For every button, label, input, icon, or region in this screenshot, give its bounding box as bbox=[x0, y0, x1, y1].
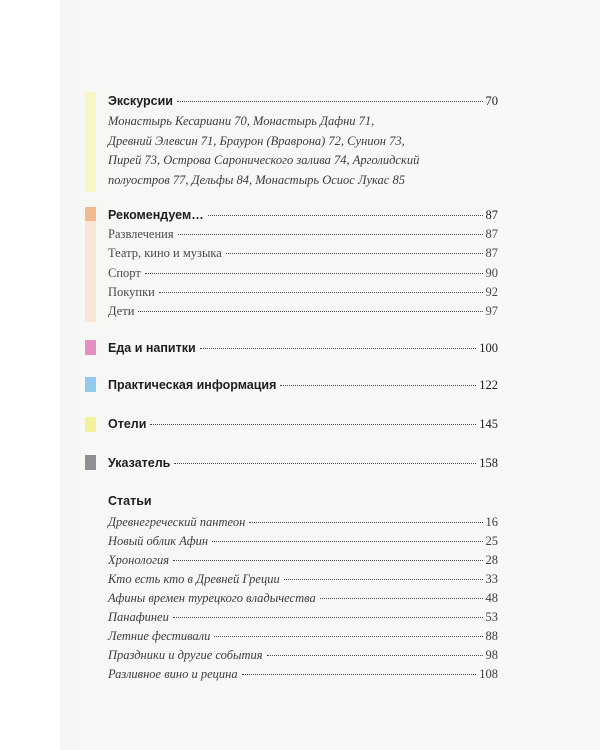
toc-sub-label: Развлечения bbox=[108, 227, 174, 241]
toc-page: 145 bbox=[479, 417, 498, 431]
toc-article[interactable] bbox=[108, 553, 498, 568]
toc-article-label: Хронология bbox=[108, 553, 170, 567]
toc-title: Рекомендуем… bbox=[108, 208, 204, 222]
toc-subentry[interactable] bbox=[108, 304, 498, 319]
toc-page: 70 bbox=[485, 94, 498, 108]
toc-article[interactable] bbox=[108, 572, 498, 587]
excursions-swatch bbox=[85, 92, 96, 192]
leader-dots bbox=[159, 292, 483, 293]
leader-dots bbox=[145, 273, 483, 274]
leader-dots bbox=[214, 636, 482, 637]
leader-dots bbox=[249, 522, 482, 523]
toc-title: Еда и напитки bbox=[108, 341, 196, 355]
articles-heading: Статьи bbox=[108, 494, 152, 508]
toc-entry-recommend[interactable] bbox=[108, 208, 498, 223]
toc-page: 92 bbox=[485, 285, 498, 299]
toc-page: 90 bbox=[485, 266, 498, 280]
leader-dots bbox=[138, 311, 482, 312]
toc-page: 28 bbox=[485, 553, 498, 567]
toc-page: 122 bbox=[479, 378, 498, 392]
toc-title: Экскурсии bbox=[108, 94, 173, 108]
toc-subentry[interactable] bbox=[108, 266, 498, 281]
toc-entry-food[interactable] bbox=[108, 341, 498, 356]
toc-article[interactable] bbox=[108, 629, 498, 644]
toc-article-label: Новый облик Афин bbox=[108, 534, 209, 548]
toc-page: 48 bbox=[485, 591, 498, 605]
leader-dots bbox=[226, 253, 483, 254]
toc-page: 97 bbox=[485, 304, 498, 318]
toc-sub-label: Покупки bbox=[108, 285, 155, 299]
toc-article[interactable] bbox=[108, 667, 498, 682]
toc-article[interactable] bbox=[108, 610, 498, 625]
toc-entry-excursions[interactable] bbox=[108, 94, 498, 109]
toc-article[interactable] bbox=[108, 591, 498, 606]
toc-article-label: Летние фестивали bbox=[108, 629, 211, 643]
description-line: полуостров 77, Дельфы 84, Монастырь Осиос Лукас 85 bbox=[108, 172, 405, 187]
toc-page: 108 bbox=[479, 667, 498, 681]
leader-dots bbox=[208, 215, 483, 216]
practical-swatch bbox=[85, 377, 96, 392]
toc-article[interactable] bbox=[108, 534, 498, 549]
leader-dots bbox=[177, 101, 483, 102]
toc-page: 158 bbox=[479, 456, 498, 470]
toc-title: Практическая информация bbox=[108, 378, 277, 392]
index-swatch bbox=[85, 455, 96, 470]
leader-dots bbox=[150, 424, 476, 425]
toc-page: 87 bbox=[485, 227, 498, 241]
leader-dots bbox=[212, 541, 482, 542]
leader-dots bbox=[320, 598, 483, 599]
toc-subentry[interactable] bbox=[108, 285, 498, 300]
toc-article[interactable] bbox=[108, 515, 498, 530]
toc-page: 33 bbox=[485, 572, 498, 586]
leader-dots bbox=[173, 560, 482, 561]
toc-title: Отели bbox=[108, 417, 147, 431]
toc-sub-label: Театр, кино и музыка bbox=[108, 246, 222, 260]
toc-page: 16 bbox=[485, 515, 498, 529]
recommend-swatch bbox=[85, 207, 96, 322]
toc-page: 100 bbox=[479, 341, 498, 355]
toc-subentry[interactable] bbox=[108, 246, 498, 261]
leader-dots bbox=[242, 674, 477, 675]
toc-article-label: Афины времен турецкого владычества bbox=[108, 591, 316, 605]
leader-dots bbox=[280, 385, 476, 386]
toc-page: 87 bbox=[485, 208, 498, 222]
toc-page: 25 bbox=[485, 534, 498, 548]
toc-article-label: Древнегреческий пантеон bbox=[108, 515, 246, 529]
description-line: Древний Элевсин 71, Браурон (Вравронa) 72, Сунион 73, bbox=[108, 133, 405, 148]
toc-page: 88 bbox=[485, 629, 498, 643]
excursions-description bbox=[108, 112, 488, 190]
toc-entry-practical[interactable] bbox=[108, 378, 498, 393]
toc-article-label: Разливное вино и рецина bbox=[108, 667, 238, 681]
hotels-swatch bbox=[85, 417, 96, 432]
leader-dots bbox=[200, 348, 477, 349]
toc-page: 98 bbox=[485, 648, 498, 662]
leader-dots bbox=[178, 234, 483, 235]
toc-sub-label: Дети bbox=[108, 304, 135, 318]
leader-dots bbox=[174, 463, 476, 464]
toc-entry-index[interactable] bbox=[108, 456, 498, 471]
description-line: Монастырь Кесариани 70, Монастырь Дафни 71, bbox=[108, 114, 375, 128]
toc-sub-label: Спорт bbox=[108, 266, 141, 280]
description-line: Пирей 73, Острова Саронического залива 74, Арголидский bbox=[108, 153, 420, 167]
food-swatch bbox=[85, 340, 96, 355]
toc-article-label: Праздники и другие события bbox=[108, 648, 263, 662]
leader-dots bbox=[173, 617, 483, 618]
toc-article-label: Кто есть кто в Древней Греции bbox=[108, 572, 280, 586]
toc-article[interactable] bbox=[108, 648, 498, 663]
leader-dots bbox=[267, 655, 483, 656]
toc-article-label: Панафинеи bbox=[108, 610, 169, 624]
toc-subentry[interactable] bbox=[108, 227, 498, 242]
toc-page: 87 bbox=[485, 246, 498, 260]
toc-page: 53 bbox=[485, 610, 498, 624]
toc-title: Указатель bbox=[108, 456, 171, 470]
toc-entry-hotels[interactable] bbox=[108, 417, 498, 432]
leader-dots bbox=[284, 579, 483, 580]
